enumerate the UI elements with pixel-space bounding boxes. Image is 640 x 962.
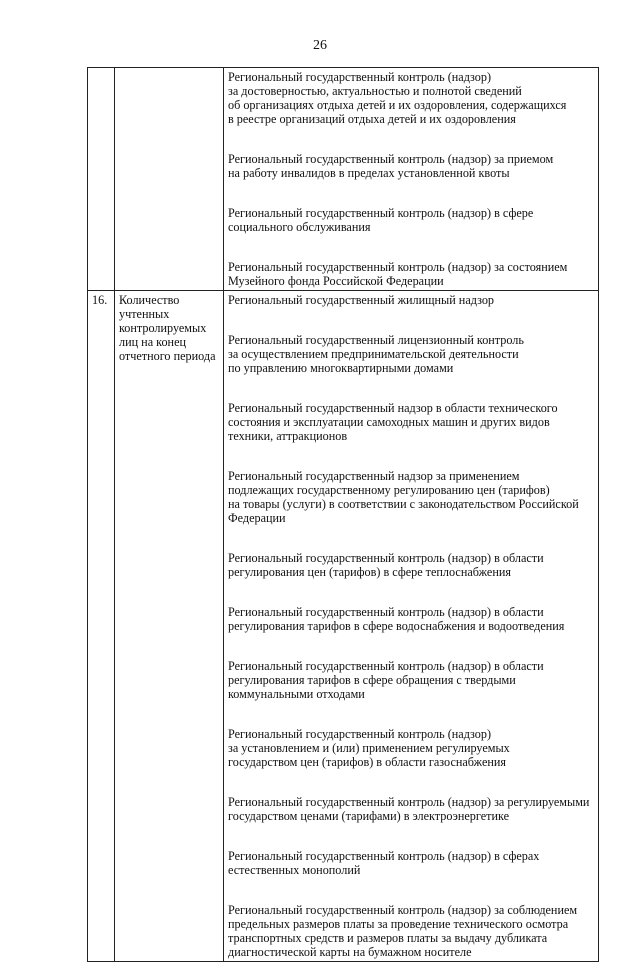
entry-text-line: социального обслуживания [228, 220, 371, 234]
entry-text-line: подлежащих государственному регулированию цен (тарифов) [228, 483, 550, 497]
control-type-entry [228, 903, 594, 959]
control-type-entry [228, 293, 594, 307]
control-type-entry [228, 551, 594, 579]
indicator-text-line: лиц на конец [119, 335, 187, 349]
entry-text-line: диагностической карты на бумажном носителе [228, 945, 472, 959]
controls-table [87, 67, 599, 962]
entry-text-line: коммунальными отходами [228, 687, 365, 701]
entry-text-line: Региональный государственный контроль (надзор) за состоянием [228, 260, 568, 274]
entry-text-line: на работу инвалидов в пределах установленной квоты [228, 166, 510, 180]
control-type-entry [228, 206, 594, 234]
control-type-entry [228, 849, 594, 877]
entry-text-line: транспортных средств и размеров платы за выдачу дубликата [228, 931, 548, 945]
entry-text-line: в реестре организаций отдыха детей и их оздоровления [228, 112, 516, 126]
control-type-entry [228, 659, 594, 701]
entry-text-line: за осуществлением предпринимательской деятельности [228, 347, 519, 361]
entry-text-line: Региональный государственный контроль (надзор) в области [228, 605, 544, 619]
entry-text-line: Региональный государственный контроль (надзор) за соблюдением [228, 903, 578, 917]
entry-text-line: Региональный государственный контроль (надзор) [228, 727, 492, 741]
indicator-text-line: учтенных [119, 307, 170, 321]
entry-text-line: Региональный государственный контроль (надзор) [228, 70, 492, 84]
page-number: 26 [313, 38, 327, 53]
entry-text-line: по управлению многоквартирными домами [228, 361, 454, 375]
entry-text-line: Региональный государственный надзор в области технического [228, 401, 558, 415]
entry-text-line: регулирования цен (тарифов) в сфере теплоснабжения [228, 565, 511, 579]
control-type-entry [228, 401, 594, 443]
entry-text-line: Федерации [228, 511, 286, 525]
indicator-cell [115, 291, 224, 962]
entry-text-line: Региональный государственный контроль (надзор) в сферах [228, 849, 540, 863]
entry-text-line: регулирования тарифов в сфере обращения с твердыми [228, 673, 516, 687]
entry-text-line: Музейного фонда Российской Федерации [228, 274, 444, 288]
indicator-cell [115, 68, 224, 291]
table-row [88, 291, 599, 962]
row-number-cell [88, 68, 115, 291]
entry-text-line: Региональный государственный жилищный надзор [228, 293, 495, 307]
control-type-entry [228, 795, 594, 823]
control-types-cell [224, 291, 599, 962]
entry-text-line: государством ценами (тарифами) в электроэнергетике [228, 809, 510, 823]
entry-text-line: Региональный государственный контроль (надзор) в области [228, 551, 544, 565]
control-type-entry [228, 152, 594, 180]
entry-text-line: Региональный государственный контроль (надзор) в области [228, 659, 544, 673]
entry-text-line: Региональный государственный контроль (надзор) за приемом [228, 152, 554, 166]
entry-text-line: естественных монополий [228, 863, 361, 877]
entry-text-line: государством цен (тарифов) в области газоснабжения [228, 755, 507, 769]
entry-text-line: регулирования тарифов в сфере водоснабжения и водоотведения [228, 619, 565, 633]
entry-text-line: Региональный государственный контроль (надзор) за регулируемыми [228, 795, 590, 809]
control-type-entry [228, 727, 594, 769]
control-type-entry [228, 70, 594, 126]
control-type-entry [228, 469, 594, 525]
control-type-entry [228, 333, 594, 375]
indicator-text-line: отчетного периода [119, 349, 216, 363]
control-type-entry [228, 260, 594, 288]
control-type-entry [228, 605, 594, 633]
entry-text-line: за установлением и (или) применением регулируемых [228, 741, 510, 755]
table-row [88, 68, 599, 291]
entry-text-line: техники, аттракционов [228, 429, 348, 443]
row-number-cell: 16. [88, 291, 115, 962]
entry-text-line: об организациях отдыха детей и их оздоровления, содержащихся [228, 98, 567, 112]
indicator-text-line: Количество [119, 293, 180, 307]
indicator-text-line: контролируемых [119, 321, 207, 335]
entry-text-line: на товары (услуги) в соответствии с законодательством Российской [228, 497, 579, 511]
entry-text-line: Региональный государственный лицензионный контроль [228, 333, 524, 347]
entry-text-line: за достоверностью, актуальностью и полнотой сведений [228, 84, 522, 98]
entry-text-line: предельных размеров платы за проведение технического осмотра [228, 917, 569, 931]
entry-text-line: состояния и эксплуатации самоходных машин и других видов [228, 415, 550, 429]
entry-text-line: Региональный государственный надзор за применением [228, 469, 520, 483]
control-types-cell [224, 68, 599, 291]
entry-text-line: Региональный государственный контроль (надзор) в сфере [228, 206, 534, 220]
